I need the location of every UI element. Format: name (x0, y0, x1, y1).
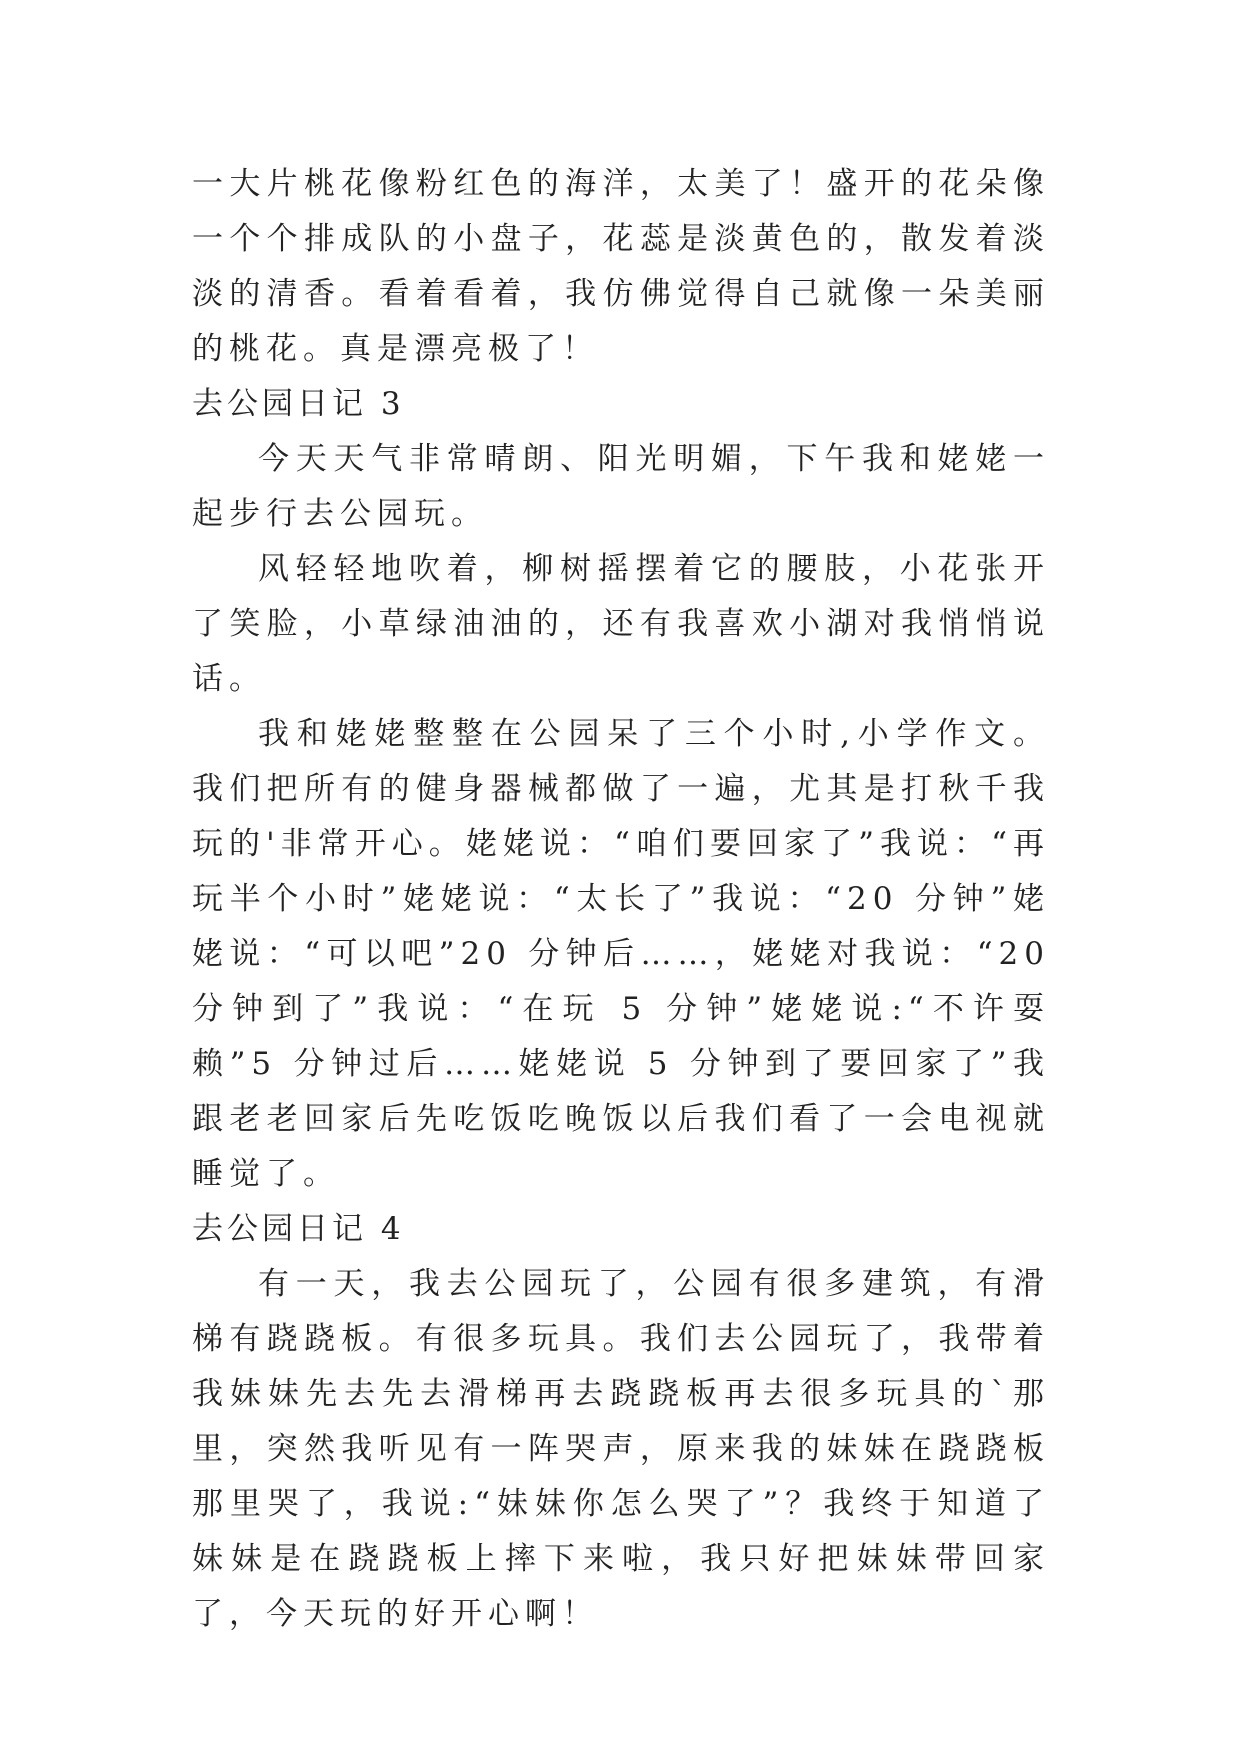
document-body (192, 157, 1050, 1642)
paragraph-three-hours: 我和姥姥整整在公园呆了三个小时,小学作文。我们把所有的健身器械都做了一遍，尤其是打秋千我玩的'非常开心。姥姥说：“咱们要回家了”我说：“再玩半个小时”姥姥说：“太长了”我说：“20 分钟”姥姥说：“可以吧”20 分钟后……，姥姥对我说：“20 分钟到了”我说：“在玩 5 分钟”姥姥说:“不许耍赖”5 分钟过后……姥姥说 5 分钟到了要回家了”我跟老老回家后先吃饭吃晚饭以后我们看了一会电视就睡觉了。 (192, 716, 1050, 1192)
paragraph-slide-seesaw: 有一天，我去公园玩了，公园有很多建筑，有滑梯有跷跷板。有很多玩具。我们去公园玩了，我带着我妹妹先去先去滑梯再去跷跷板再去很多玩具的`那里，突然我听见有一阵哭声，原来我的妹妹在跷跷板那里哭了，我说:“妹妹你怎么哭了”？我终于知道了妹妹是在跷跷板上摔下来啦，我只好把妹妹带回家了，今天玩的好开心啊！ (192, 1266, 1050, 1632)
section-heading-diary-3: 去公园日记 3 (192, 386, 405, 422)
paragraph-peach-blossoms: 一大片桃花像粉红色的海洋，太美了！盛开的花朵像一个个排成队的小盘子，花蕊是淡黄色的，散发着淡淡的清香。看着看着，我仿佛觉得自己就像一朵美丽的桃花。真是漂亮极了！ (192, 166, 1050, 367)
section-heading-diary-4: 去公园日记 4 (192, 1211, 405, 1247)
paragraph-breeze: 风轻轻地吹着，柳树摇摆着它的腰肢，小花张开了笑脸，小草绿油油的，还有我喜欢小湖对我悄悄说话。 (192, 551, 1050, 697)
paragraph-sunny-day: 今天天气非常晴朗、阳光明媚，下午我和姥姥一起步行去公园玩。 (192, 441, 1050, 532)
